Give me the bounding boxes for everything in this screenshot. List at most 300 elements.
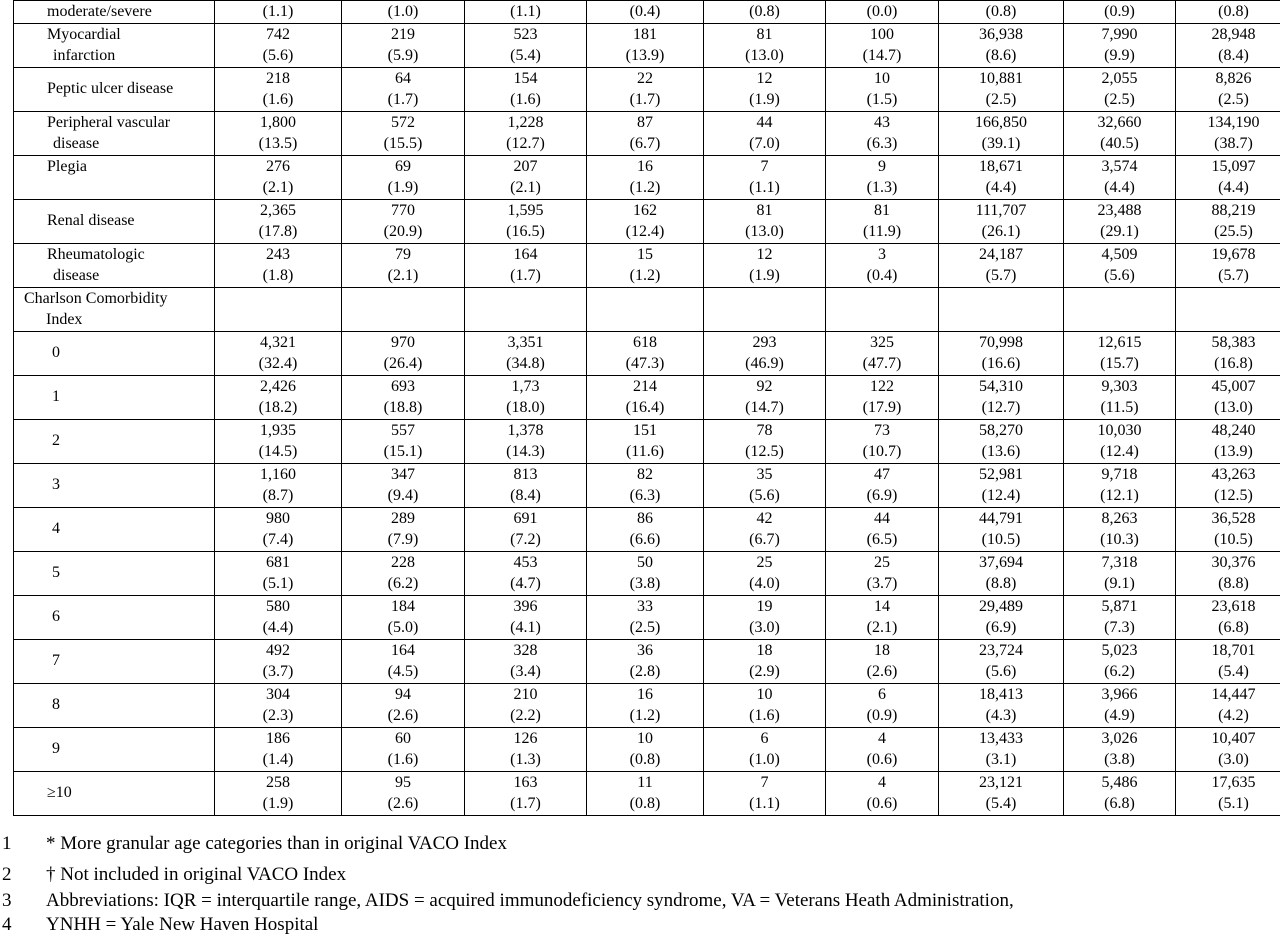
- percent-value: (4.7): [510, 575, 541, 592]
- count-value: 10,407: [1211, 729, 1256, 747]
- cell-value: [1064, 23, 1176, 67]
- percent-value: (5.1): [1218, 795, 1249, 812]
- cell-value: [465, 419, 587, 463]
- cell-value: [826, 375, 939, 419]
- cell-value: [939, 67, 1064, 111]
- cell-value: [704, 551, 826, 595]
- count-value: 10: [637, 729, 653, 747]
- percent-value: (2.1): [262, 179, 294, 196]
- cell-value: [826, 463, 939, 507]
- row-label-line: 4: [52, 520, 60, 538]
- count-value: 210: [513, 685, 538, 703]
- count-value: 3: [878, 245, 886, 263]
- percent-value: (1.2): [629, 707, 661, 724]
- row-label: [14, 111, 215, 155]
- percent-value: (8.8): [985, 575, 1017, 592]
- cell-value: [215, 551, 342, 595]
- cell-value: [587, 1, 704, 24]
- count-value: 18,671: [979, 157, 1023, 175]
- count-value: 1,800: [260, 113, 296, 131]
- cell-value: [704, 727, 826, 771]
- count-value: 78: [756, 421, 773, 439]
- row-label-line: Peripheral vascular: [47, 113, 171, 131]
- footnote-text: Abbreviations: IQR = interquartile range, AIDS = acquired immunodeficiency syndrome, VA = Veterans Heath Administration,: [46, 890, 1014, 911]
- cell-value: [587, 331, 704, 375]
- row-label: [14, 1, 215, 24]
- table-row: [14, 155, 1280, 199]
- count-value: 154: [513, 69, 538, 87]
- cell-value: [1176, 67, 1280, 111]
- cell-value: [465, 595, 587, 639]
- cell-value: [1176, 375, 1280, 419]
- percent-value: (16.5): [506, 223, 545, 240]
- cell-value: [1176, 727, 1280, 771]
- row-label: [14, 67, 215, 111]
- row-label-line: 5: [52, 564, 60, 582]
- count-value: 44: [874, 509, 890, 527]
- row-label-line: 6: [52, 608, 60, 626]
- percent-value: (6.7): [629, 135, 661, 152]
- count-value: 681: [266, 553, 290, 571]
- percent-value: (1.9): [749, 267, 780, 284]
- count-value: 164: [391, 641, 415, 659]
- cell-value: [939, 683, 1064, 727]
- footnote-line-number: 3: [2, 890, 12, 911]
- count-value: 18,701: [1211, 641, 1256, 659]
- count-value: 1,160: [260, 465, 296, 483]
- percent-value: (2.5): [1218, 91, 1249, 108]
- count-value: 243: [266, 245, 290, 263]
- row-label-line: 0: [52, 344, 60, 362]
- row-label-line: 3: [52, 476, 60, 494]
- cell-value: [342, 683, 465, 727]
- percent-value: (20.9): [383, 223, 423, 240]
- percent-value: (1.0): [387, 3, 419, 20]
- count-value: 23,618: [1211, 597, 1256, 615]
- cell-value: [826, 683, 939, 727]
- cell-value: [215, 727, 342, 771]
- percent-value: (13.9): [625, 47, 665, 64]
- percent-value: (12.7): [506, 135, 545, 152]
- cell-value: [215, 287, 342, 331]
- percent-value: (3.8): [629, 575, 661, 592]
- cell-value: [587, 287, 704, 331]
- table-row: [14, 375, 1280, 419]
- percent-value: (13.0): [745, 47, 784, 64]
- percent-value: (14.7): [862, 47, 902, 64]
- cell-value: [342, 155, 465, 199]
- cell-value: [342, 419, 465, 463]
- percent-value: (9.1): [1104, 575, 1135, 592]
- percent-value: (5.4): [510, 47, 541, 64]
- count-value: 14: [874, 597, 890, 615]
- row-label: [14, 287, 215, 331]
- row-label: [14, 419, 215, 463]
- cell-value: [587, 111, 704, 155]
- count-value: 18: [874, 641, 890, 659]
- cell-value: [826, 507, 939, 551]
- percent-value: (3.0): [749, 619, 780, 636]
- count-value: 11: [637, 773, 653, 791]
- row-label: [14, 683, 215, 727]
- cell-value: [704, 375, 826, 419]
- cell-value: [465, 639, 587, 683]
- percent-value: (6.5): [866, 531, 898, 548]
- cell-value: [215, 639, 342, 683]
- percent-value: (4.9): [1104, 707, 1135, 724]
- cell-value: [215, 419, 342, 463]
- count-value: 36,938: [979, 25, 1023, 43]
- percent-value: (4.4): [1104, 179, 1135, 196]
- cell-value: [587, 23, 704, 67]
- percent-value: (3.1): [985, 751, 1017, 768]
- row-label-line: 2: [52, 432, 60, 450]
- count-value: 15,097: [1211, 157, 1256, 175]
- cell-value: [587, 639, 704, 683]
- percent-value: (12.4): [1100, 443, 1139, 460]
- percent-value: (12.4): [625, 223, 665, 240]
- cell-value: [215, 595, 342, 639]
- cell-value: [1064, 111, 1176, 155]
- cell-value: [215, 67, 342, 111]
- count-value: 69: [395, 157, 411, 175]
- count-value: 151: [633, 421, 657, 439]
- cell-value: [826, 551, 939, 595]
- count-value: 70,998: [979, 333, 1023, 351]
- cell-value: [1176, 639, 1280, 683]
- cell-value: [939, 419, 1064, 463]
- cell-value: [704, 199, 826, 243]
- cell-value: [1176, 419, 1280, 463]
- percent-value: (46.9): [745, 355, 784, 372]
- count-value: 87: [637, 113, 653, 131]
- percent-value: (7.2): [510, 531, 541, 548]
- percent-value: (10.3): [1100, 531, 1139, 548]
- cell-value: [342, 727, 465, 771]
- cell-value: [704, 111, 826, 155]
- count-value: 58,383: [1211, 333, 1256, 351]
- percent-value: (47.7): [862, 355, 902, 372]
- percent-value: (11.6): [625, 443, 665, 460]
- percent-value: (13.5): [258, 135, 298, 152]
- percent-value: (14.5): [258, 443, 298, 460]
- cell-value: [1064, 155, 1176, 199]
- count-value: 4,321: [260, 333, 296, 351]
- count-value: 1,378: [507, 421, 544, 439]
- count-value: 293: [752, 333, 777, 351]
- cell-value: [215, 243, 342, 287]
- cell-value: [465, 551, 587, 595]
- cell-value: [1064, 243, 1176, 287]
- count-value: 3,351: [507, 333, 544, 351]
- count-value: 45,007: [1211, 377, 1256, 395]
- row-label: [14, 23, 215, 67]
- row-label: [14, 507, 215, 551]
- count-value: 181: [633, 25, 657, 43]
- percent-value: (4.0): [749, 575, 780, 592]
- cell-value: [826, 771, 939, 815]
- cell-value: [587, 67, 704, 111]
- count-value: 24,187: [979, 245, 1023, 263]
- cell-value: [587, 727, 704, 771]
- cell-value: [826, 111, 939, 155]
- row-label-line: 7: [52, 652, 60, 670]
- percent-value: (39.1): [981, 135, 1021, 152]
- cell-value: [939, 375, 1064, 419]
- percent-value: (26.1): [981, 223, 1021, 240]
- footnote-line-number: 2: [2, 864, 12, 885]
- percent-value: (14.7): [745, 399, 784, 416]
- table-row: [14, 771, 1280, 815]
- percent-value: (2.9): [749, 663, 780, 680]
- percent-value: (1.4): [262, 751, 294, 768]
- percent-value: (5.6): [1104, 267, 1135, 284]
- table-row: [14, 23, 1280, 67]
- count-value: 81: [756, 201, 773, 219]
- count-value: 214: [633, 377, 657, 395]
- cell-value: [465, 375, 587, 419]
- percent-value: (10.7): [862, 443, 902, 460]
- cell-value: [1064, 727, 1176, 771]
- count-value: 325: [870, 333, 894, 351]
- count-value: 4: [878, 729, 886, 747]
- count-value: 2,365: [260, 201, 296, 219]
- cell-value: [342, 243, 465, 287]
- cell-value: [704, 639, 826, 683]
- cell-value: [1064, 1, 1176, 24]
- row-label-line: ≥10: [47, 784, 72, 802]
- cell-value: [465, 287, 587, 331]
- cell-value: [587, 199, 704, 243]
- count-value: 23,488: [1097, 201, 1142, 219]
- percent-value: (1.6): [749, 707, 780, 724]
- cell-value: [465, 23, 587, 67]
- cell-value: [1176, 507, 1280, 551]
- cell-value: [704, 287, 826, 331]
- count-value: 33: [637, 597, 653, 615]
- count-value: 88,219: [1211, 201, 1256, 219]
- cell-value: [1176, 111, 1280, 155]
- count-value: 184: [391, 597, 415, 615]
- percent-value: (13.0): [745, 223, 784, 240]
- count-value: 48,240: [1211, 421, 1256, 439]
- cell-value: [215, 155, 342, 199]
- count-value: 73: [874, 421, 890, 439]
- cell-value: [1176, 595, 1280, 639]
- percent-value: (1.1): [749, 795, 780, 812]
- percent-value: (13.9): [1214, 443, 1253, 460]
- count-value: 9,718: [1101, 465, 1138, 483]
- percent-value: (7.4): [262, 531, 294, 548]
- percent-value: (2.5): [629, 619, 661, 636]
- percent-value: (10.5): [981, 531, 1021, 548]
- count-value: 166,850: [975, 113, 1027, 131]
- percent-value: (3.0): [1218, 751, 1249, 768]
- percent-value: (2.6): [866, 663, 898, 680]
- cell-value: [587, 155, 704, 199]
- footnote-text: * More granular age categories than in original VACO Index: [46, 833, 507, 854]
- cell-value: [1176, 683, 1280, 727]
- percent-value: (8.7): [262, 487, 294, 504]
- row-label: [14, 243, 215, 287]
- count-value: 44: [756, 113, 773, 131]
- percent-value: (12.7): [981, 399, 1021, 416]
- percent-value: (18.2): [258, 399, 298, 416]
- cell-value: [465, 331, 587, 375]
- count-value: 2,426: [260, 377, 296, 395]
- row-label: [14, 551, 215, 595]
- cell-value: [215, 199, 342, 243]
- cell-value: [465, 683, 587, 727]
- cell-value: [826, 199, 939, 243]
- percent-value: (11.9): [862, 223, 902, 240]
- percent-value: (0.9): [1104, 3, 1135, 20]
- count-value: 47: [874, 465, 890, 483]
- percent-value: (0.0): [866, 3, 898, 20]
- cell-value: [342, 463, 465, 507]
- percent-value: (17.8): [258, 223, 298, 240]
- cell-value: [826, 331, 939, 375]
- count-value: 1,595: [507, 201, 544, 219]
- count-value: 523: [513, 25, 538, 43]
- cell-value: [342, 375, 465, 419]
- cell-value: [465, 243, 587, 287]
- cell-value: [215, 507, 342, 551]
- percent-value: (0.8): [629, 751, 661, 768]
- count-value: 218: [266, 69, 290, 87]
- cell-value: [587, 507, 704, 551]
- count-value: 742: [266, 25, 290, 43]
- count-value: 9,303: [1101, 377, 1138, 395]
- row-label-line: Renal disease: [47, 212, 135, 230]
- percent-value: (0.8): [749, 3, 780, 20]
- footnote-line-number: 1: [2, 833, 12, 854]
- cell-value: [1064, 67, 1176, 111]
- cell-value: [1064, 199, 1176, 243]
- percent-value: (4.4): [1218, 179, 1249, 196]
- percent-value: (6.2): [387, 575, 419, 592]
- count-value: 23,724: [979, 641, 1023, 659]
- data-table: [13, 0, 1280, 816]
- percent-value: (1.3): [866, 179, 898, 196]
- cell-value: [215, 683, 342, 727]
- count-value: 134,190: [1207, 113, 1260, 131]
- percent-value: (6.8): [1104, 795, 1135, 812]
- cell-value: [215, 111, 342, 155]
- percent-value: (5.6): [262, 47, 294, 64]
- percent-value: (6.9): [985, 619, 1017, 636]
- cell-value: [342, 639, 465, 683]
- cell-value: [1176, 771, 1280, 815]
- cell-value: [704, 463, 826, 507]
- percent-value: (2.8): [629, 663, 661, 680]
- percent-value: (0.6): [866, 751, 898, 768]
- cell-value: [342, 331, 465, 375]
- cell-value: [215, 23, 342, 67]
- count-value: 16: [637, 685, 653, 703]
- row-label-line: Index: [46, 311, 83, 328]
- cell-value: [1064, 595, 1176, 639]
- cell-value: [342, 23, 465, 67]
- cell-value: [939, 111, 1064, 155]
- percent-value: (1.9): [387, 179, 419, 196]
- cell-value: [826, 287, 939, 331]
- percent-value: (8.8): [1218, 575, 1249, 592]
- percent-value: (5.6): [985, 663, 1017, 680]
- percent-value: (17.9): [862, 399, 902, 416]
- row-label-line: Charlson Comorbidity: [24, 289, 168, 307]
- count-value: 86: [637, 509, 653, 527]
- count-value: 5,871: [1101, 597, 1138, 615]
- table-row: [14, 1, 1280, 24]
- count-value: 453: [513, 553, 538, 571]
- table-row: [14, 111, 1280, 155]
- cell-value: [826, 419, 939, 463]
- count-value: 32,660: [1097, 113, 1142, 131]
- percent-value: (0.4): [866, 267, 898, 284]
- cell-value: [939, 1, 1064, 24]
- percent-value: (6.6): [629, 531, 661, 548]
- percent-value: (11.5): [1100, 399, 1139, 416]
- percent-value: (4.3): [985, 707, 1017, 724]
- count-value: 94: [395, 685, 411, 703]
- row-label: [14, 771, 215, 815]
- cell-value: [826, 727, 939, 771]
- cell-value: [1176, 243, 1280, 287]
- cell-value: [939, 331, 1064, 375]
- percent-value: (18.8): [383, 399, 423, 416]
- count-value: 81: [756, 25, 773, 43]
- row-label-line: disease: [53, 267, 100, 284]
- percent-value: (1.6): [387, 751, 419, 768]
- table-row: [14, 507, 1280, 551]
- percent-value: (1.6): [510, 91, 541, 108]
- percent-value: (12.5): [745, 443, 784, 460]
- cell-value: [1064, 639, 1176, 683]
- percent-value: (8.4): [1218, 47, 1249, 64]
- percent-value: (7.9): [387, 531, 419, 548]
- percent-value: (9.4): [387, 487, 419, 504]
- percent-value: (4.5): [387, 663, 419, 680]
- percent-value: (1.7): [387, 91, 419, 108]
- percent-value: (3.4): [510, 663, 541, 680]
- footnote-text: YNHH = Yale New Haven Hospital: [46, 914, 319, 935]
- cell-value: [342, 771, 465, 815]
- cell-value: [587, 419, 704, 463]
- count-value: 2,055: [1101, 69, 1138, 87]
- cell-value: [939, 287, 1064, 331]
- percent-value: (2.6): [387, 707, 419, 724]
- percent-value: (2.1): [510, 179, 541, 196]
- cell-value: [1176, 287, 1280, 331]
- percent-value: (0.8): [629, 795, 661, 812]
- cell-value: [215, 331, 342, 375]
- count-value: 36,528: [1211, 509, 1256, 527]
- count-value: 258: [266, 773, 290, 791]
- count-value: 35: [756, 465, 773, 483]
- percent-value: (0.6): [866, 795, 898, 812]
- table-row: [14, 551, 1280, 595]
- cell-value: [704, 155, 826, 199]
- table-row: [14, 727, 1280, 771]
- cell-value: [704, 23, 826, 67]
- count-value: 3,026: [1101, 729, 1138, 747]
- cell-value: [465, 155, 587, 199]
- count-value: 19,678: [1211, 245, 1256, 263]
- cell-value: [939, 243, 1064, 287]
- cell-value: [826, 67, 939, 111]
- cell-value: [704, 683, 826, 727]
